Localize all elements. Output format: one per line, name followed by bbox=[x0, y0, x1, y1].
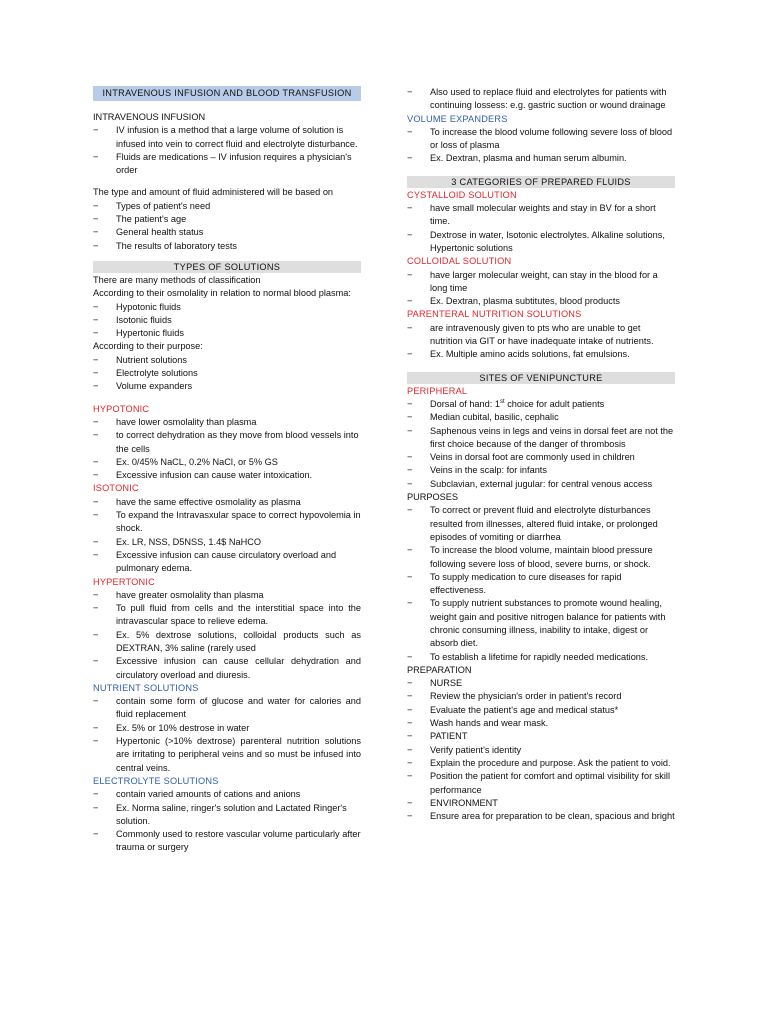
isotonic-item: − Ex. LR, NSS, D5NSS, 1.4$ NaHCO bbox=[93, 536, 361, 549]
peripheral-item: − Veins in the scalp: for infants bbox=[407, 464, 675, 477]
colloidal-item: − Ex. Dextran, plasma subtitutes, blood products bbox=[407, 295, 675, 308]
peripheral-label: PERIPHERAL bbox=[407, 385, 468, 396]
peripheral-item-list bbox=[407, 411, 675, 491]
cystalloid-item: − Dextrose in water, Isotonic electrolytes. Alkaline solutions, Hypertonic solutions bbox=[407, 229, 675, 256]
isotonic-item: − have the same effective osmolality as plasma bbox=[93, 496, 361, 509]
peripheral-first-text: Dorsal of hand: 1 bbox=[430, 398, 500, 409]
types-of-solutions-header: TYPES OF SOLUTIONS bbox=[93, 261, 361, 273]
nutrient-item-list bbox=[93, 695, 361, 775]
isotonic-label: ISOTONIC bbox=[93, 483, 139, 494]
volume-item: − To increase the blood volume following severe loss of blood or loss of plasma bbox=[407, 126, 675, 153]
hypotonic-item: − Ex. 0/45% NaCL, 0.2% NaCl, or 5% GS bbox=[93, 456, 361, 469]
hypertonic-item: − have greater osmolality than plasma bbox=[93, 589, 361, 602]
purposes-item: − To supply nutrient substances to promote wound healing, weight gain and positive nitrogen balance for patients with chronic consuming illness, inability to intake, digest or absorb diet. bbox=[407, 597, 675, 650]
hypertonic-label: HYPERTONIC bbox=[93, 576, 155, 587]
hypotonic-item: − Excessive infusion can cause water intoxication. bbox=[93, 469, 361, 482]
purpose-line: According to their purpose: bbox=[93, 341, 203, 352]
purposes-label: PURPOSES bbox=[407, 492, 459, 503]
preparation-item: − Verify patient's identity bbox=[407, 744, 675, 757]
type-amount-item-list bbox=[93, 200, 361, 253]
electrolyte-solutions-label: ELECTROLYTE SOLUTIONS bbox=[93, 775, 219, 786]
type-amount-item: − General health status bbox=[93, 226, 361, 239]
peripheral-item: − Saphenous veins in legs and veins in dorsal feet are not the first choice because of the danger of thrombosis bbox=[407, 425, 675, 452]
colloidal-label: COLLOIDAL SOLUTION bbox=[407, 256, 512, 267]
hypotonic-item-list bbox=[93, 416, 361, 482]
cystalloid-item: − have small molecular weights and stay in BV for a short time. bbox=[407, 202, 675, 229]
purpose-item-list bbox=[93, 354, 361, 394]
purpose-item: − Electrolyte solutions bbox=[93, 367, 361, 380]
peripheral-item: − Veins in dorsal foot are commonly used in children bbox=[407, 451, 675, 464]
intro-item-list bbox=[93, 124, 361, 177]
electrolyte-item: − Commonly used to restore vascular volume particularly after trauma or surgery bbox=[93, 828, 361, 855]
categories-header: 3 CATEGORIES OF PREPARED FLUIDS bbox=[407, 176, 675, 188]
isotonic-item: − To expand the Intravasxular space to correct hypovolemia in shock. bbox=[93, 509, 361, 536]
purposes-item-list bbox=[407, 504, 675, 664]
purposes-item: − To establish a lifetime for rapidly needed medications. bbox=[407, 651, 675, 664]
nutrient-item: − Ex. 5% or 10% destrose in water bbox=[93, 722, 361, 735]
continuing-loss-item-list bbox=[407, 86, 675, 113]
intro-item: − Fluids are medications – IV infusion requires a physician's order bbox=[93, 151, 361, 178]
colloidal-item-list bbox=[407, 269, 675, 309]
electrolyte-item-list bbox=[93, 788, 361, 854]
purpose-item: − Volume expanders bbox=[93, 380, 361, 393]
osmolality-item: − Hypertonic fluids bbox=[93, 327, 361, 340]
isotonic-item: − Excessive infusion can cause circulatory overload and pulmonary edema. bbox=[93, 549, 361, 576]
intro-item: − IV infusion is a method that a large volume of solution is infused into vein to correct fluid and electrolyte disturbance. bbox=[93, 124, 361, 151]
types-line: There are many methods of classification bbox=[93, 274, 261, 285]
hypotonic-item: − to correct dehydration as they move from blood vessels into the cells bbox=[93, 429, 361, 456]
hypotonic-label: HYPOTONIC bbox=[93, 403, 150, 414]
preparation-item: − Position the patient for comfort and optimal visibility for skill performance bbox=[407, 770, 675, 797]
hypertonic-item: − Excessive infusion can cause cellular dehydration and circulatory overload and diuresis. bbox=[93, 655, 361, 682]
osmolality-item: − Hypotonic fluids bbox=[93, 301, 361, 314]
hypertonic-item: − Ex. 5% dextrose solutions, colloidal products such as DEXTRAN, 3% saline (rarely used bbox=[93, 629, 361, 656]
volume-item: − Ex. Dextran, plasma and human serum albumin. bbox=[407, 152, 675, 165]
purposes-item: − To supply medication to cure diseases for rapid effectiveness. bbox=[407, 571, 675, 598]
type-amount-text: The type and amount of fluid administered will be based on bbox=[93, 187, 334, 198]
nutrient-item: − contain some form of glucose and water for calories and fluid replacement bbox=[93, 695, 361, 722]
hypotonic-item: − have lower osmolality than plasma bbox=[93, 416, 361, 429]
isotonic-item-list bbox=[93, 496, 361, 576]
preparation-label: PREPARATION bbox=[407, 664, 472, 675]
purposes-item: − To increase the blood volume, maintain blood pressure following severe loss of blood, severe burns, or shock. bbox=[407, 544, 675, 571]
type-amount-item: − Types of patient's need bbox=[93, 200, 361, 213]
right-column bbox=[407, 86, 675, 823]
peripheral-item: − Subclavian, external jugular: for central venous access bbox=[407, 478, 675, 491]
parenteral-label: PARENTERAL NUTRITION SOLUTIONS bbox=[407, 309, 582, 320]
ordinal-suffix: st bbox=[499, 398, 505, 405]
parenteral-item-list bbox=[407, 322, 675, 362]
preparation-item: − NURSE bbox=[407, 677, 675, 690]
purpose-item: − Nutrient solutions bbox=[93, 354, 361, 367]
sites-header: SITES OF VENIPUNCTURE bbox=[407, 372, 675, 384]
osmolality-item: − Isotonic fluids bbox=[93, 314, 361, 327]
parenteral-item: − Ex. Multiple amino acids solutions, fat emulsions. bbox=[407, 348, 675, 361]
preparation-item: − Review the physician's order in patient's record bbox=[407, 690, 675, 703]
purposes-item: − To correct or prevent fluid and electrolyte disturbances resulted from illnesses, altered fluid intake, or prolonged episodes of vomiting or diarrhea bbox=[407, 504, 675, 544]
parenteral-item: − are intravenously given to pts who are unable to get nutrition via GIT or have inadequate intake of nutrients. bbox=[407, 322, 675, 349]
osmolality-item-list bbox=[93, 301, 361, 341]
preparation-item: − Ensure area for preparation to be clean, spacious and bright bbox=[407, 810, 675, 823]
nutrient-solutions-label: NUTRIENT SOLUTIONS bbox=[93, 682, 199, 693]
preparation-item-list bbox=[407, 677, 675, 823]
type-amount-item: − The patient's age bbox=[93, 213, 361, 226]
nutrient-item: − Hypertonic (>10% dextrose) parenteral nutrition solutions are irritating to peripheral veins and so must be infused into central veins. bbox=[93, 735, 361, 775]
cystalloid-label: CYSTALLOID SOLUTION bbox=[407, 189, 517, 200]
hypertonic-item-list bbox=[93, 589, 361, 682]
type-amount-item: − The results of laboratory tests bbox=[93, 240, 361, 253]
preparation-item: − PATIENT bbox=[407, 730, 675, 743]
peripheral-item bbox=[407, 398, 675, 411]
left-column bbox=[93, 86, 361, 855]
colloidal-item: − have larger molecular weight, can stay in the blood for a long time bbox=[407, 269, 675, 296]
peripheral-item: − Median cubital, basilic, cephalic bbox=[407, 411, 675, 424]
types-line: According to their osmolality in relation to normal blood plasma: bbox=[93, 288, 351, 299]
peripheral-first-rest: choice for adult patients bbox=[504, 398, 605, 409]
types-line-group bbox=[93, 274, 361, 301]
cystalloid-item-list bbox=[407, 202, 675, 255]
intro-label: INTRAVENOUS INFUSION bbox=[93, 112, 206, 122]
volume-expanders-label: VOLUME EXPANDERS bbox=[407, 113, 508, 124]
electrolyte-item: − Ex. Norma saline, ringer's solution and Lactated Ringer's solution. bbox=[93, 802, 361, 829]
hypertonic-item: − To pull fluid from cells and the interstitial space into the intravascular space to relieve edema. bbox=[93, 602, 361, 629]
volume-item-list bbox=[407, 126, 675, 166]
preparation-item: − Explain the procedure and purpose. Ask the patient to void. bbox=[407, 757, 675, 770]
continuing-loss-item: − Also used to replace fluid and electrolytes for patients with continuing lossess: e.g. gastric suction or wound drainage bbox=[407, 86, 675, 113]
preparation-item: − Evaluate the patient's age and medical status* bbox=[407, 704, 675, 717]
preparation-item: − ENVIRONMENT bbox=[407, 797, 675, 810]
document-title: INTRAVENOUS INFUSION AND BLOOD TRANSFUSION bbox=[93, 86, 361, 101]
electrolyte-item: − contain varied amounts of cations and anions bbox=[93, 788, 361, 801]
preparation-item: − Wash hands and wear mask. bbox=[407, 717, 675, 730]
